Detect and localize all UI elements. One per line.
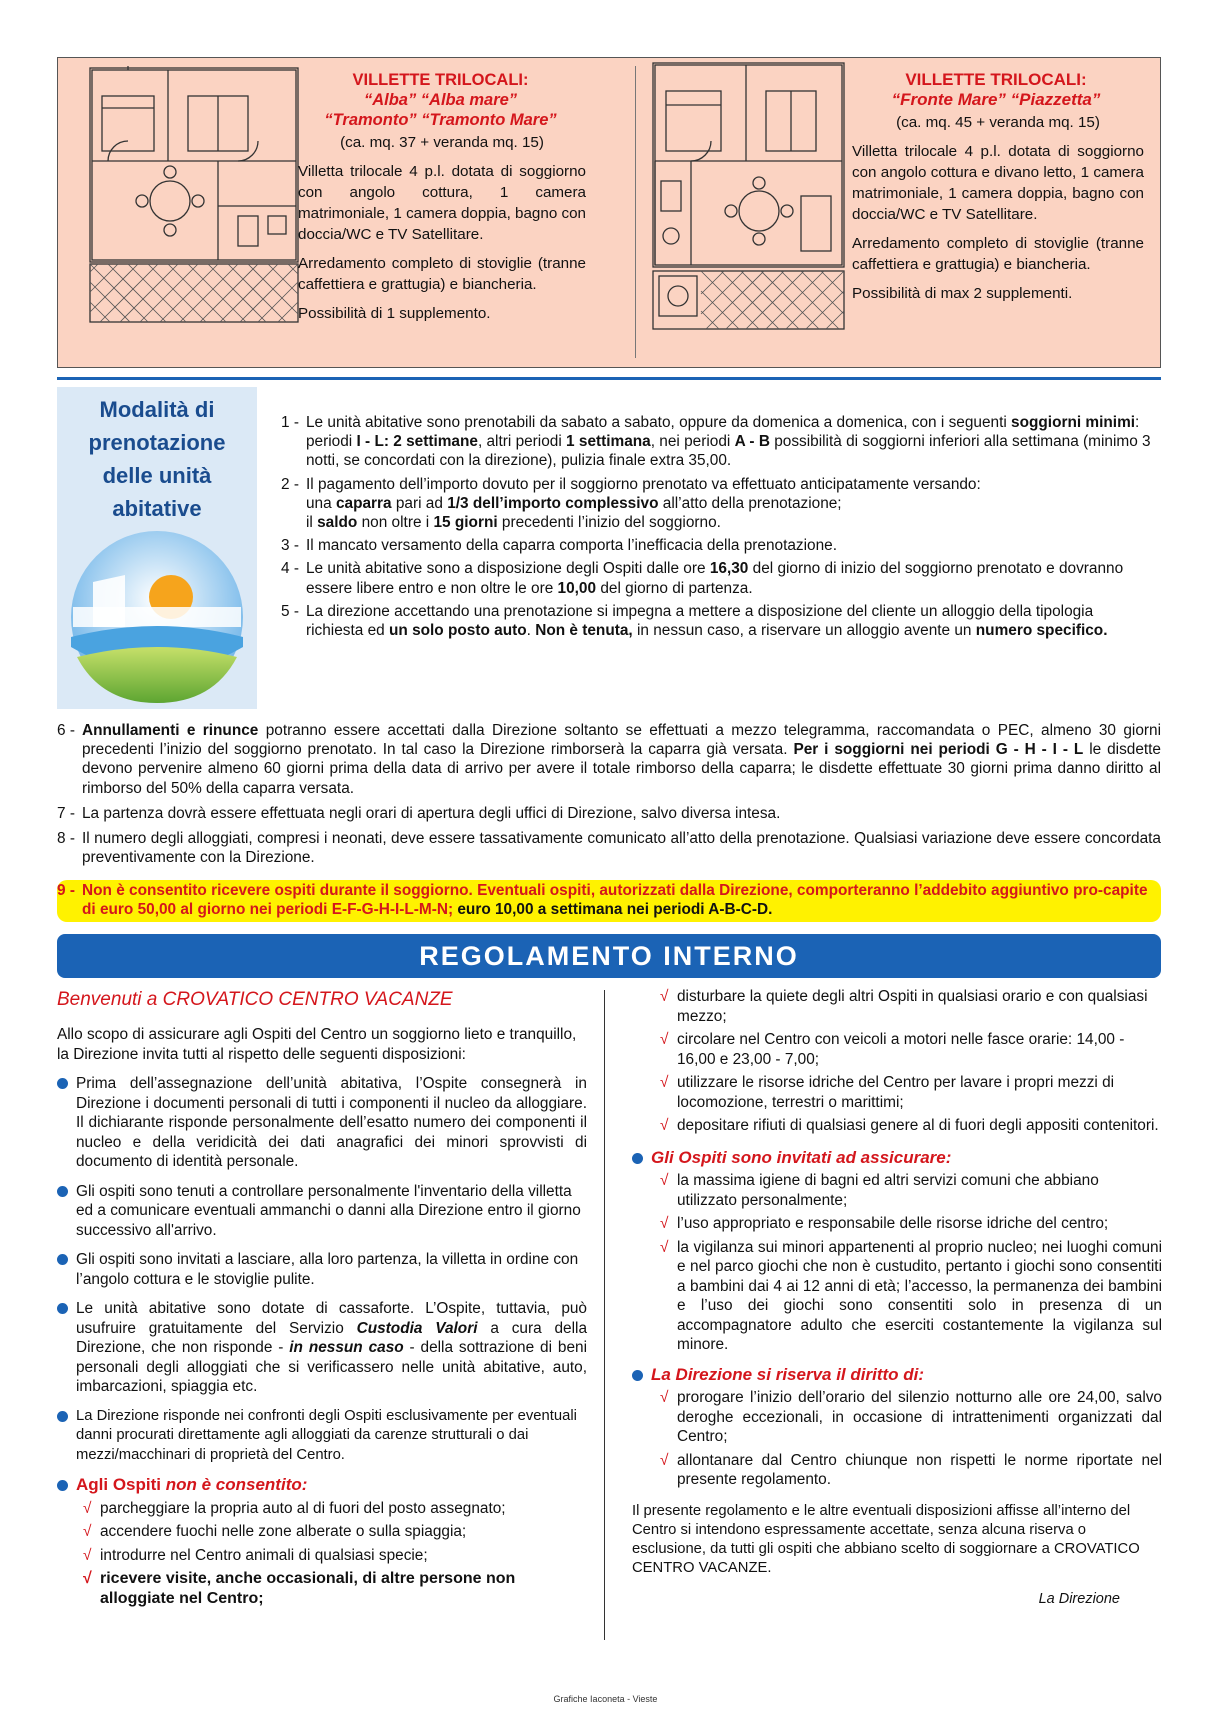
blue-dot-icon (57, 1303, 68, 1314)
check-text: la massima igiene di bagni ed altri servizi comuni che abbiano utilizzato personalmente; (677, 1172, 1099, 1209)
check-text: prorogare l’inizio dell’orario del silenzio notturno alle ore 24,00, salvo deroghe eccezionali, in occasione di intrattenimenti organizzati dal Centro; (677, 1389, 1162, 1445)
rule-number: 6 - (57, 722, 75, 739)
rule-text: . (768, 901, 773, 919)
villa-right-description (852, 112, 1144, 312)
check-text: l’uso appropriato e responsabile delle risorse idriche del centro; (677, 1215, 1109, 1232)
regolamento-right-column (632, 987, 1162, 1609)
villa-left-heading: VILLETTE TRILOCALI: (352, 71, 529, 89)
column-divider (604, 990, 605, 1640)
rule-bold: I - L: 2 settimane (356, 433, 478, 451)
rule-text: Il numero degli alloggiati, compresi i neonati, deve essere tassativamente comunicato all’atto della prenotazione. Qualsiasi variazione deve essere concordata preventivamente con la Direzione. (82, 830, 1161, 867)
rule-bold: 16,30 (709, 560, 749, 578)
check-icon: √ (83, 1499, 92, 1517)
signature: La Direzione (1038, 1590, 1120, 1607)
bullet-text: a cura della Direzione, che non risponde - (76, 1319, 587, 1356)
check-item (660, 1451, 1162, 1490)
check-icon: √ (660, 988, 669, 1005)
check-item (660, 1214, 1162, 1234)
rule-bold: un solo posto auto (388, 622, 527, 640)
floor-plan-left (88, 66, 300, 326)
villa-right-title (846, 70, 1146, 110)
intro-text: Allo scopo di assicurare agli Ospiti del Centro un soggiorno lieto e tranquillo, la Direzione invita tutti al rispetto delle seguenti disposizioni: (57, 1026, 577, 1063)
villa-left-desc-2: Arredamento completo di stoviglie (tranne caffettiera e grattugia) e biancheria. (298, 255, 586, 293)
rule-7 (57, 804, 1161, 823)
rule-number: 1 - (281, 414, 299, 431)
check-item (660, 1171, 1162, 1210)
blue-dot-icon (57, 1186, 68, 1197)
bullet-text: Gli ospiti sono tenuti a controllare personalmente l'inventario della villetta ed a comunicare eventuali ammanchi o danni alla Direzione entro il giorno successivo all'arrivo. (76, 1182, 581, 1239)
rule-8 (57, 829, 1161, 867)
footer-credit: Grafiche Iaconeta - Vieste (553, 1694, 658, 1704)
bullet-text: - della sottrazione di beni personali degli alloggiati che si verificassero nelle unità abitative, auto, imbarcazioni, spiaggia etc. (76, 1339, 587, 1395)
rule-5 (281, 602, 1151, 640)
rule-number: 7 - (57, 804, 75, 822)
rule-text: una (306, 494, 336, 512)
rule-text: Le unità abitative sono prenotabili da sabato a sabato, oppure da domenica a domenica, con i seguenti (306, 414, 1007, 431)
regolamento-title-bar: REGOLAMENTO INTERNO (57, 934, 1161, 978)
bullet-text: Le unità abitative sono dotate di cassaforte. L’Ospite, tuttavia, può usufruire gratuitamente del Servizio (76, 1300, 587, 1337)
villas-box (57, 57, 1161, 368)
rule-bold: 15 giorni (433, 514, 498, 532)
check-text: allontanare dal Centro chiunque non rispetti le norme riportate nel presente regolamento. (677, 1451, 1162, 1488)
villas-divider (635, 66, 636, 358)
rule-text: periodi (306, 433, 357, 451)
villa-left-title (308, 70, 573, 130)
rule-bold: saldo (317, 514, 358, 532)
bullet-item (57, 1182, 587, 1241)
rule-text: potranno essere accettati dalla Direzione soltanto se effettuati a mezzo telegramma, raccomandata o PEC, almeno 30 giorni precedenti l’inizio del soggiorno prenotato. In tal caso la Direzione rimborserà la caparra già versata. (82, 722, 1161, 759)
villa-left-description (298, 132, 586, 332)
blue-dot-icon (57, 1078, 68, 1089)
villa-left-desc-3: Possibilità di 1 supplemento. (298, 305, 491, 322)
rule-text: il (306, 514, 318, 532)
blue-dot-icon (57, 1254, 68, 1265)
rule-1 (281, 413, 1151, 471)
non-consentito-heading (57, 1475, 587, 1495)
rule-bold: Per i soggiorni nei periodi G - H - I - L (793, 741, 1084, 759)
rule-2 (281, 475, 1151, 533)
rule-bold: numero specifico. (975, 622, 1108, 640)
villa-right-size: (ca. mq. 45 + veranda mq. 15) (896, 114, 1100, 131)
check-item (660, 1238, 1162, 1355)
check-item (660, 1388, 1162, 1447)
rule-number: 5 - (281, 602, 299, 620)
villa-left-names-2: “Tramonto” “Tramonto Mare” (324, 111, 557, 129)
rule-text: , nei periodi (650, 433, 735, 451)
regolamento-left-column (57, 987, 587, 1612)
check-item (660, 1030, 1162, 1069)
villa-right-desc-1: Villetta trilocale 4 p.l. dotata di soggiorno con angolo cottura e divano letto, 1 camera matrimoniale, 1 camera doppia, bagno con doccia/WC e TV Satellitare. (852, 143, 1144, 223)
villa-right-heading: VILLETTE TRILOCALI: (905, 70, 1087, 89)
check-icon: √ (660, 1172, 669, 1189)
section-heading: Agli Ospiti (76, 1475, 166, 1494)
blue-dot-icon (632, 1370, 643, 1381)
check-icon: √ (660, 1215, 669, 1232)
check-icon: √ (660, 1117, 669, 1134)
check-text: utilizzare le risorse idriche del Centro per lavare i propri mezzi di locomozione, terrestri o marittimi; (677, 1074, 1115, 1111)
bullet-item (57, 1299, 587, 1397)
rule-text: le disdette devono pervenire almeno 60 giorni prima della data di arrivo per avere il totale rimborso della caparra; le disdette effettuate 30 giorni prima danno diritto al rimborso del 50% della caparra versata. (82, 741, 1161, 797)
rule-bold: 1/3 dell’importo complessivo (447, 494, 659, 512)
rule-text: precedenti l’inizio del soggiorno. (497, 514, 721, 532)
villa-right-desc-2: Arredamento completo di stoviglie (tranne caffettiera e grattugia) e biancheria. (852, 235, 1144, 273)
check-text: introdurre nel Centro animali di qualsiasi specie; (100, 1546, 428, 1564)
modalita-line-1: Modalità di (99, 397, 215, 422)
rule-bold: 10,00 (557, 579, 597, 597)
villa-left-names-1: “Alba” “Alba mare” (363, 91, 518, 109)
bullet-item (57, 1074, 587, 1172)
rule-9-body (57, 881, 1161, 919)
rule-text: Il mancato versamento della caparra comporta l’inefficacia della prenotazione. (306, 537, 837, 555)
check-item (83, 1499, 587, 1519)
check-text: disturbare la quiete degli altri Ospiti in qualsiasi orario e con qualsiasi mezzo; (677, 988, 1148, 1025)
non-consentito-list (57, 1499, 587, 1609)
rule-text: . (526, 622, 536, 640)
direzione-list (632, 1388, 1162, 1490)
rule-bold: caparra (335, 494, 392, 512)
rules-list-bottom (57, 721, 1161, 871)
rule-text: ; (447, 901, 458, 919)
modalita-line-2: prenotazione (88, 430, 226, 455)
check-text: depositare rifiuti di qualsiasi genere al di fuori degli appositi contenitori. (677, 1117, 1159, 1134)
check-icon: √ (83, 1523, 92, 1540)
floor-plan-icon (651, 61, 846, 331)
villa-left-size: (ca. mq. 37 + veranda mq. 15) (340, 134, 544, 151)
rule-number: 9 - (57, 882, 75, 899)
section-heading: non è consentito: (165, 1475, 308, 1494)
blue-dot-icon (632, 1153, 643, 1164)
bullet-bold: Custodia Valori (356, 1319, 478, 1337)
section-heading: Gli Ospiti sono invitati ad assicurare: (651, 1147, 952, 1167)
rule-text: euro 10,00 a settimana nei periodi A-B-C-D (457, 901, 769, 919)
villa-right-names-1: “Fronte Mare” “Piazzetta” (891, 90, 1101, 109)
check-item (660, 1073, 1162, 1112)
floor-plan-right (651, 61, 846, 331)
check-text: accendere fuochi nelle zone alberate o sulla spiaggia; (100, 1523, 467, 1540)
blue-dot-icon (57, 1480, 68, 1491)
check-icon: √ (660, 1074, 669, 1091)
bullet-text: Gli ospiti sono invitati a lasciare, alla loro partenza, la villetta in ordine con l’angolo cottura e le stoviglie pulite. (76, 1251, 579, 1288)
section-heading: La Direzione si riserva il diritto di: (651, 1364, 925, 1384)
rule-3 (281, 536, 1151, 555)
rule-number: 4 - (281, 560, 299, 578)
rule-text: pari ad (391, 494, 448, 512)
modalita-box (57, 387, 257, 709)
rule-text: possibilità di soggiorni inferiori alla settimana (minimo 3 notti, se concordati con la direzione), pulizia finale extra 35,00. (306, 433, 1151, 470)
check-icon: √ (660, 1451, 669, 1469)
rule-text: Le unità abitative sono a disposizione degli Ospiti dalle ore (306, 560, 710, 578)
rule-6 (57, 721, 1161, 798)
villa-left-desc-1: Villetta trilocale 4 p.l. dotata di soggiorno con angolo cottura, 1 camera matrimoniale, 1 camera doppia, bagno con doccia/WC e TV Satellitare. (298, 163, 586, 243)
check-text: circolare nel Centro con veicoli a motori nelle fasce orarie: 14,00 - 16,00 e 23,00 - 7,00; (677, 1031, 1125, 1068)
rule-bold: soggiorni minimi (1011, 414, 1136, 431)
bullet-text: Prima dell’assegnazione dell’unità abitativa, l’Ospite consegnerà in Direzione i documenti personali di tutti i componenti il nucleo da alloggiare. Il dichiarante risponde personalmente dell’esatto numero dei componenti il nucleo e della veridicità dei dati anagrafici dei minori sprovvisti di documento di identità personale. (76, 1075, 587, 1170)
rule-text: all’atto della prenotazione; (658, 494, 842, 512)
rule-text: del giorno di inizio del soggiorno prenotato e dovranno essere libere entro e non oltre le ore (306, 560, 1124, 597)
closing-text: Il presente regolamento e le altre eventuali disposizioni affisse all’interno del Centro si intendono espressamente accettate, senza alcuna riserva o esclusione, da tutti gli ospiti che abbiano scelto di soggiornare a CROVATICO CENTRO VACANZE. (632, 1502, 1140, 1576)
check-item (660, 1116, 1162, 1136)
modalita-title (57, 393, 257, 525)
rule-text: in nessun caso, a riservare un alloggio avente un (632, 622, 976, 640)
rule-number: 8 - (57, 830, 75, 848)
rule-bold: Annullamenti e rinunce (82, 722, 259, 739)
non-consentito-list-cont (632, 987, 1162, 1136)
floor-plan-icon (88, 66, 300, 326)
check-icon: √ (83, 1546, 92, 1564)
rule-text: , altri periodi (477, 433, 567, 451)
rules-list-top (281, 413, 1151, 644)
rule-text: : (1135, 414, 1140, 431)
villa-right-desc-3: Possibilità di max 2 supplementi. (852, 285, 1073, 302)
rule-text: Non è consentito ricevere ospiti durante il soggiorno. Eventuali ospiti, autorizzati dalla Direzione, comporteranno l’addebito aggiuntivo pro-capite di euro 50,00 al giorno nei periodi E-F-G-H-I-L-M-N (82, 882, 1148, 919)
rule-bold: A - B (734, 433, 770, 451)
bullet-bold: in nessun caso (289, 1339, 404, 1356)
check-text: la vigilanza sui minori appartenenti al proprio nucleo; nei luoghi comuni e nel parco giochi che non è custudito, pertanto i giochi sono consentiti a bambini dai 4 ai 12 anni di età; l’accesso, la permanenza dei bambini e l’uso dei giochi sono consentiti solo in presenza di un accompagnatore adulto che eserciti costantemente la vigilanza sul minore. (677, 1238, 1162, 1353)
rule-9 (57, 881, 1161, 923)
modalita-line-3: delle unità (102, 463, 212, 488)
check-text: parcheggiare la propria auto al di fuori del posto assegnato; (100, 1499, 506, 1517)
rule-text: non oltre i (357, 514, 434, 532)
rule-text: La direzione accettando una prenotazione si impegna a mettere a disposizione del cliente un alloggio della tipologia richiesta ed (306, 602, 1094, 640)
check-icon: √ (660, 1238, 669, 1256)
blue-dot-icon (57, 1411, 68, 1422)
assicurare-list (632, 1171, 1162, 1355)
check-item (660, 987, 1162, 1026)
rule-number: 2 - (281, 475, 299, 493)
direzione-heading (632, 1365, 1162, 1385)
rule-number: 3 - (281, 537, 299, 555)
check-text: ricevere visite, anche occasionali, di altre persone non alloggiate nel Centro; (100, 1570, 516, 1607)
check-item (83, 1522, 587, 1542)
assicurare-heading (632, 1148, 1162, 1168)
rule-text: Il pagamento dell’importo dovuto per il soggiorno prenotato va effettuato anticipatamente versando: (306, 475, 981, 493)
welcome-title: Benvenuti a CROVATICO CENTRO VACANZE (57, 989, 453, 1010)
rule-bold: 1 settimana (566, 433, 651, 451)
check-icon: √ (660, 1389, 669, 1406)
check-icon: √ (83, 1570, 92, 1587)
modalita-line-4: abitative (112, 496, 202, 521)
rule-4 (281, 559, 1151, 597)
rule-text: La partenza dovrà essere effettuata negli orari di apertura degli uffici di Direzione, salvo diversa intesa. (82, 804, 781, 822)
sun-sea-icon (63, 527, 251, 707)
check-icon: √ (660, 1031, 669, 1048)
bullet-item (57, 1250, 587, 1289)
bullet-text: La Direzione risponde nei confronti degli Ospiti esclusivamente per eventuali danni procurati direttamente agli alloggiati da carenze strutturali o dai mezzi/macchinari di proprietà del Centro. (76, 1407, 577, 1463)
check-item (83, 1546, 587, 1566)
bullet-item (57, 1407, 587, 1466)
blue-separator (57, 377, 1161, 380)
rule-bold: Non è tenuta, (535, 622, 633, 640)
rule-text: del giorno di partenza. (596, 579, 753, 597)
check-item (83, 1569, 587, 1608)
